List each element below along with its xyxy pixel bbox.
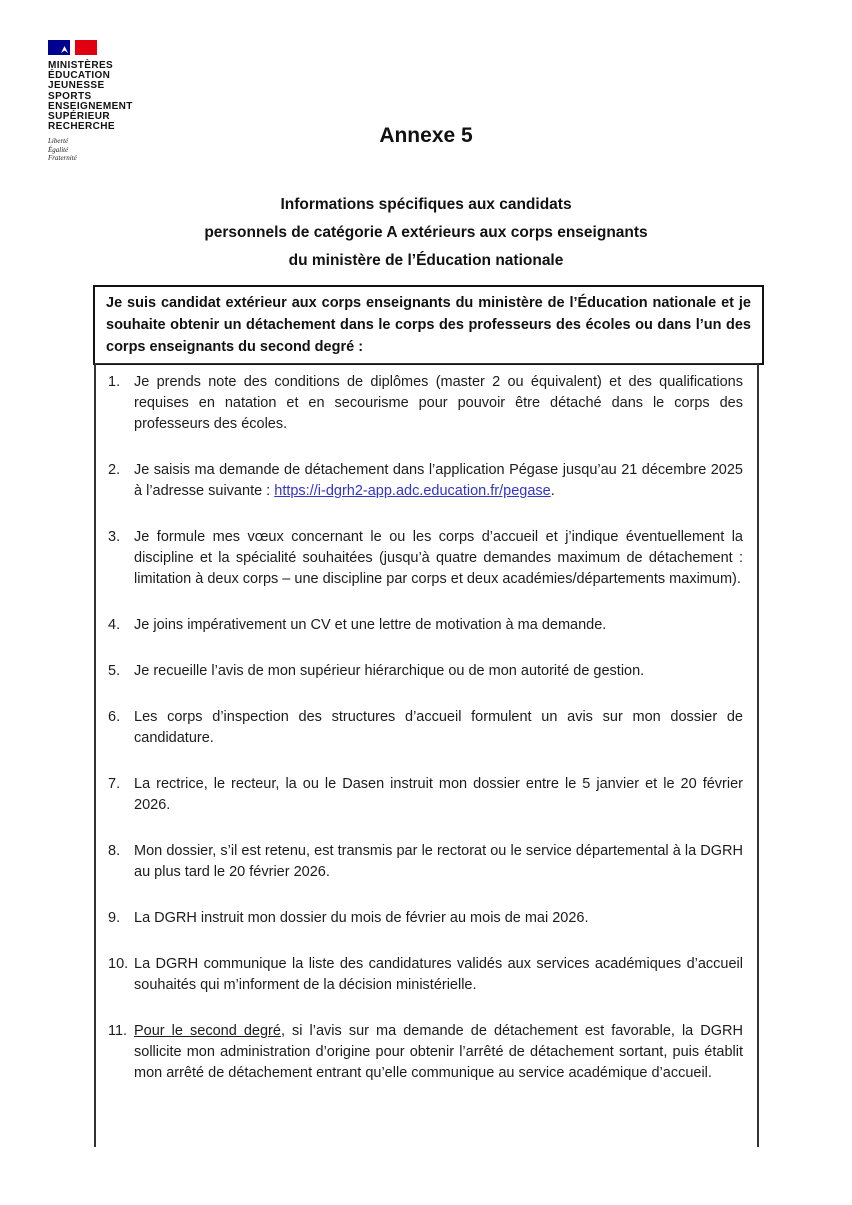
list-item: [96, 460, 757, 502]
subtitle-line: personnels de catégorie A extérieurs aux corps enseignants: [204, 224, 648, 241]
item-text: [134, 841, 757, 883]
french-flag-icon: [48, 40, 208, 55]
text-segment: Mon dossier, s’il est retenu, est transmis par le rectorat ou le service départemental à la DGRH au plus tard le 20 février 2026.: [134, 843, 743, 880]
ministry-name-line: JEUNESSE: [48, 80, 105, 92]
list-item: [96, 372, 757, 435]
item-text: [134, 460, 757, 502]
underlined-text: Pour le second degré: [134, 1023, 281, 1039]
list-item: [96, 774, 757, 816]
ministry-name-line: ENSEIGNEMENT: [48, 100, 133, 112]
list-item: [96, 841, 757, 883]
ministry-name-line: ÉDUCATION: [48, 70, 111, 82]
item-text: [134, 661, 757, 682]
text-segment: La DGRH instruit mon dossier du mois de février au mois de mai 2026.: [134, 910, 589, 926]
text-segment: , si l’avis sur ma demande de détachement est favorable, la DGRH sollicite mon administration d’origine pour obtenir l’arrêté de détachement sortant, puis établit mon arrêté de détachement entrant qu’elle communique au service académique d’accueil.: [134, 1023, 743, 1081]
item-text: [134, 954, 757, 996]
item-number: 4.: [108, 617, 121, 633]
list-item: [96, 661, 757, 682]
flag-red-block: [75, 40, 97, 55]
steps-box: [94, 363, 759, 1147]
motto-line: Fraternité: [48, 154, 77, 163]
item-number: 1.: [108, 374, 121, 390]
item-number: 11.: [108, 1023, 128, 1039]
subtitle-line: du ministère de l’Éducation nationale: [288, 252, 564, 269]
text-segment: Je saisis ma demande de détachement dans l’application Pégase jusqu’au 21 décembre 2025 à l’adresse suivante :: [134, 462, 743, 499]
item-number: 8.: [108, 843, 121, 859]
text-segment: Je formule mes vœux concernant le ou les corps d’accueil et j’indique éventuellement la discipline et la spécialité souhaitées (jusqu’à quatre demandes maximum de détachement : limitation à deux corps – une discipline par corps et deux académies/départements maximum).: [134, 529, 743, 587]
text-segment: Je prends note des conditions de diplômes (master 2 ou équivalent) et des qualifications requises en natation et en secourisme pour pouvoir être détaché dans le corps des professeurs des écoles.: [134, 374, 743, 432]
page-title: Annexe 5: [379, 124, 473, 147]
item-text: [134, 774, 757, 816]
text-segment: La DGRH communique la liste des candidatures validés aux services académiques d’accueil souhaités qui m’informent de la décision ministérielle.: [134, 956, 743, 993]
steps-list: [96, 372, 757, 1084]
item-number: 6.: [108, 709, 121, 725]
ministry-name-line: MINISTÈRES: [48, 60, 114, 71]
ministry-name-line: RECHERCHE: [48, 121, 115, 133]
list-item: [96, 707, 757, 749]
list-item: [96, 908, 757, 929]
list-item: [96, 527, 757, 590]
item-number: 9.: [108, 910, 121, 926]
item-text: [134, 707, 757, 749]
flag-blue-block: [48, 40, 70, 55]
ministry-name-line: SUPÉRIEUR: [48, 111, 110, 123]
motto-line: Liberté: [48, 137, 69, 146]
text-segment: La rectrice, le recteur, la ou le Dasen instruit mon dossier entre le 5 janvier et le 20 février 2026.: [134, 776, 743, 813]
list-item: [96, 1021, 757, 1084]
item-number: 7.: [108, 776, 121, 792]
text-segment: Les corps d’inspection des structures d’accueil formulent un avis sur mon dossier de candidature.: [134, 709, 743, 746]
item-number: 2.: [108, 462, 121, 478]
ministry-name-line: SPORTS: [48, 90, 92, 102]
pegase-link[interactable]: https://i-dgrh2-app.adc.education.fr/pegase: [274, 483, 551, 499]
list-item: [96, 615, 757, 636]
intro-box: Je suis candidat extérieur aux corps enseignants du ministère de l’Éducation nationale et je souhaite obtenir un détachement dans le corps des professeurs des écoles ou dans l’un des corps enseignants du second degré :: [93, 285, 764, 365]
item-number: 10.: [108, 956, 129, 972]
item-text: [134, 615, 757, 636]
text-segment: Je recueille l’avis de mon supérieur hiérarchique ou de mon autorité de gestion.: [134, 663, 645, 679]
item-text: [134, 908, 757, 929]
item-text: [134, 1021, 757, 1084]
list-item: [96, 954, 757, 996]
item-number: 5.: [108, 663, 121, 679]
subtitle-line: Informations spécifiques aux candidats: [280, 196, 572, 213]
text-segment: Je joins impérativement un CV et une lettre de motivation à ma demande.: [134, 617, 607, 633]
item-text: [134, 527, 757, 590]
motto-line: Égalité: [48, 145, 69, 154]
item-number: 3.: [108, 529, 121, 545]
document-subtitle: [0, 191, 852, 275]
ministry-name: [48, 61, 208, 132]
item-text: [134, 372, 757, 435]
text-segment: .: [550, 483, 555, 499]
